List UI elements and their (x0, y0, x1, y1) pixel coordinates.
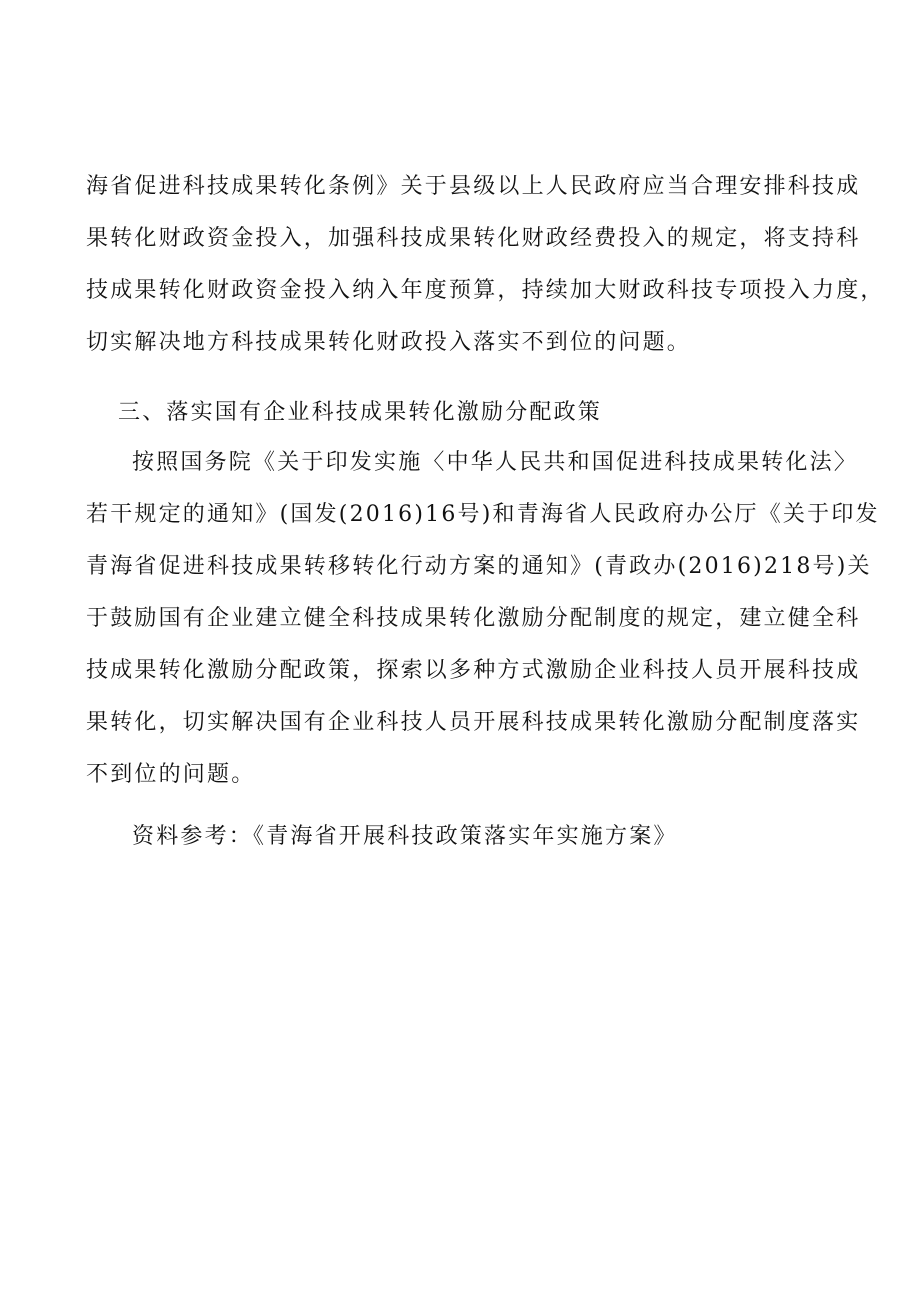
body-paragraph-fiscal-investment (86, 168, 885, 376)
body-paragraph-incentive-policy (86, 444, 880, 808)
section-heading: 三、落实国有企业科技成果转化激励分配政策 (118, 400, 603, 425)
paragraph-line: 于鼓励国有企业建立健全科技成果转化激励分配制度的规定，建立健全科 (86, 606, 861, 631)
paragraph-line: 若干规定的通知》(国发(2016)16号)和青海省人民政府办公厅《关于印发 (86, 502, 880, 527)
paragraph-line: 切实解决地方科技成果转化财政投入落实不到位的问题。 (86, 330, 692, 355)
paragraph-line: 果转化，切实解决国有企业科技人员开展科技成果转化激励分配制度落实 (86, 710, 861, 735)
paragraph-line: 技成果转化财政资金投入纳入年度预算，持续加大财政科技专项投入力度， (86, 278, 885, 303)
paragraph-line: 按照国务院《关于印发实施〈中华人民共和国促进科技成果转化法〉 (132, 450, 859, 475)
paragraph-line: 技成果转化激励分配政策，探索以多种方式激励企业科技人员开展科技成 (86, 658, 861, 683)
reference-note: 资料参考：《青海省开展科技政策落实年实施方案》 (132, 824, 678, 849)
paragraph-line: 海省促进科技成果转化条例》关于县级以上人民政府应当合理安排科技成 (86, 174, 861, 199)
paragraph-line: 青海省促进科技成果转移转化行动方案的通知》(青政办(2016)218号)关 (86, 554, 872, 579)
paragraph-line: 不到位的问题。 (86, 762, 256, 787)
paragraph-line: 果转化财政资金投入，加强科技成果转化财政经费投入的规定，将支持科 (86, 226, 861, 251)
